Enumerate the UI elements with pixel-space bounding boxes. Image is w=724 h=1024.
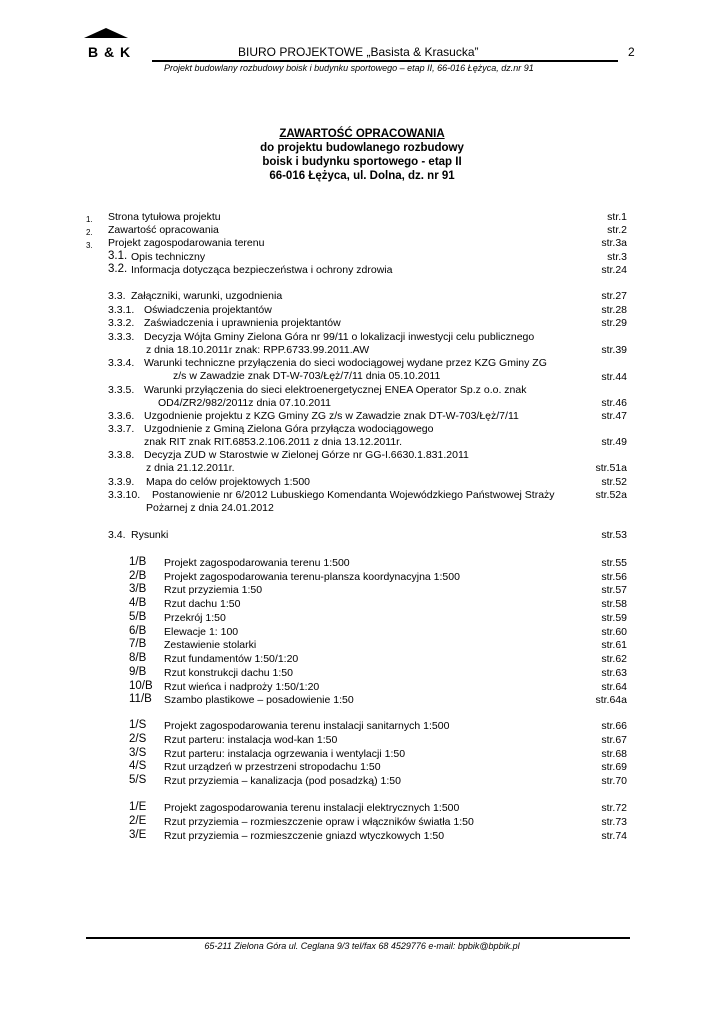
toc-number: 3.3.: [108, 290, 126, 302]
toc-number: 3.3.2.: [108, 317, 135, 329]
drawing-label: Rzut dachu 1:50: [164, 598, 241, 610]
drawing-page: str.55: [601, 557, 627, 569]
drawing-number: 3/E: [129, 829, 147, 841]
toc-label: Uzgodnienie projektu z KZG Gminy ZG z/s w Zawadzie znak DT-W-703/Łęż/7/11: [144, 410, 519, 422]
drawing-label: Rzut konstrukcji dachu 1:50: [164, 667, 293, 679]
drawing-label: Projekt zagospodarowania terenu instalacji elektrycznych 1:500: [164, 802, 460, 814]
drawing-label: Elewacje 1: 100: [164, 626, 239, 638]
toc-number: 3.2.: [108, 263, 128, 275]
drawing-label: Projekt zagospodarowania terenu instalacji sanitarnych 1:500: [164, 720, 450, 732]
drawing-number: 11/B: [129, 693, 152, 705]
toc-page: str.46: [601, 397, 627, 409]
toc-number: 3.3.9.: [108, 476, 135, 488]
toc-label: Warunki techniczne przyłączenia do sieci wodociągowej wydane przez KZG Gminy ZG: [144, 357, 547, 369]
drawing-label: Rzut przyziemia 1:50: [164, 584, 263, 596]
toc-page: str.24: [601, 264, 627, 276]
toc-label: Postanowienie nr 6/2012 Lubuskiego Komendanta Wojewódzkiego Państwowej Straży: [152, 489, 555, 501]
toc-page: str.52a: [595, 489, 627, 501]
toc-number: 3.3.4.: [108, 357, 135, 369]
drawing-label: Rzut urządzeń w przestrzeni stropodachu 1:50: [164, 761, 381, 773]
drawing-number: 4/B: [129, 597, 147, 609]
drawing-number: 2/E: [129, 815, 147, 827]
drawing-label: Zestawienie stolarki: [164, 639, 257, 651]
drawing-page: str.57: [601, 584, 627, 596]
drawing-page: str.69: [601, 761, 627, 773]
header-subtitle: Projekt budowlany rozbudowy boisk i budynku sportowego – etap II, 66-016 Łężyca, dz.nr 91: [164, 63, 534, 73]
drawing-page: str.74: [601, 830, 627, 842]
document-subtitle-2: boisk i budynku sportowego - etap II: [262, 156, 462, 168]
drawing-number: 1/S: [129, 719, 147, 731]
header-divider: [152, 60, 618, 62]
toc-label-continued: z dnia 21.12.2011r.: [146, 462, 235, 474]
drawing-page: str.62: [601, 653, 627, 665]
drawing-page: str.63: [601, 667, 627, 679]
drawing-number: 4/S: [129, 760, 147, 772]
page-number: 2: [628, 45, 635, 59]
drawing-page: str.64a: [595, 694, 627, 706]
toc-label: Decyzja ZUD w Starostwie w Zielonej Górze nr GG-I.6630.1.831.2011: [144, 449, 469, 461]
drawing-number: 6/B: [129, 625, 147, 637]
drawing-page: str.61: [601, 639, 627, 651]
drawing-number: 3/S: [129, 747, 147, 759]
toc-number: 3.: [86, 241, 93, 250]
drawing-label: Rzut parteru: instalacja wod-kan 1:50: [164, 734, 338, 746]
toc-page: str.47: [601, 410, 627, 422]
toc-number: 3.3.8.: [108, 449, 135, 461]
toc-page: str.51a: [595, 462, 627, 474]
drawing-number: 1/E: [129, 801, 147, 813]
drawing-page: str.64: [601, 681, 627, 693]
toc-label: Projekt zagospodarowania terenu: [108, 237, 265, 249]
drawing-label: Projekt zagospodarowania terenu-plansza koordynacyjna 1:500: [164, 571, 460, 583]
drawing-number: 7/B: [129, 638, 147, 650]
footer-divider: [86, 937, 630, 939]
drawing-page: str.66: [601, 720, 627, 732]
toc-label: Zaświadczenia i uprawnienia projektantów: [144, 317, 341, 329]
drawing-page: str.56: [601, 571, 627, 583]
drawing-number: 5/B: [129, 611, 147, 623]
toc-label: Uzgodnienie z Gminą Zielona Góra przyłącza wodociągowego: [144, 423, 434, 435]
drawing-page: str.73: [601, 816, 627, 828]
toc-label-continued: znak RIT znak RIT.6853.2.106.2011 z dnia 13.12.2011r.: [144, 436, 403, 448]
drawing-number: 9/B: [129, 666, 147, 678]
drawing-label: Rzut przyziemia – rozmieszczenie gniazd wtyczkowych 1:50: [164, 830, 445, 842]
toc-page: str.39: [601, 344, 627, 356]
toc-label-continued: Pożarnej z dnia 24.01.2012: [146, 502, 274, 514]
logo-roof-icon: [84, 28, 128, 38]
toc-label: Decyzja Wójta Gminy Zielona Góra nr 99/11 o lokalizacji inwestycji celu publicznego: [144, 331, 535, 343]
toc-number: 3.3.1.: [108, 304, 135, 316]
document-subtitle-1: do projektu budowlanego rozbudowy: [260, 142, 464, 154]
document-subtitle-3: 66-016 Łężyca, ul. Dolna, dz. nr 91: [269, 170, 455, 182]
drawing-page: str.68: [601, 748, 627, 760]
toc-page: str.49: [601, 436, 627, 448]
logo: B & K: [88, 44, 132, 60]
toc-label: Mapa do celów projektowych 1:500: [146, 476, 311, 488]
drawing-page: str.72: [601, 802, 627, 814]
toc-number: 3.3.5.: [108, 384, 135, 396]
toc-number: 1.: [86, 215, 93, 224]
toc-number: 2.: [86, 228, 93, 237]
toc-label: Opis techniczny: [131, 251, 206, 263]
toc-label-continued: z/s w Zawadzie znak DT-W-703/Łęż/7/11 dnia 05.10.2011: [173, 370, 441, 382]
toc-label: Informacja dotycząca bezpieczeństwa i ochrony zdrowia: [131, 264, 393, 276]
toc-label: Załączniki, warunki, uzgodnienia: [131, 290, 283, 302]
office-name: BIURO PROJEKTOWE „Basista & Krasucka”: [238, 45, 479, 59]
drawing-page: str.60: [601, 626, 627, 638]
drawing-number: 5/S: [129, 774, 147, 786]
toc-label: Oświadczenia projektantów: [144, 304, 272, 316]
toc-number: 3.3.3.: [108, 331, 135, 343]
toc-page: str.3: [607, 251, 627, 263]
drawing-label: Przekrój 1:50: [164, 612, 226, 624]
drawing-page: str.67: [601, 734, 627, 746]
toc-page: str.44: [601, 371, 627, 383]
toc-label: Rysunki: [131, 529, 169, 541]
toc-page: str.27: [601, 290, 627, 302]
drawing-label: Rzut przyziemia – rozmieszczenie opraw i włączników światła 1:50: [164, 816, 474, 828]
toc-number: 3.3.7.: [108, 423, 135, 435]
toc-label: Strona tytułowa projektu: [108, 211, 221, 223]
toc-page: str.1: [607, 211, 627, 223]
toc-label: Warunki przyłączenia do sieci elektroenergetycznej ENEA Operator Sp.z o.o. znak: [144, 384, 527, 396]
drawing-label: Projekt zagospodarowania terenu 1:500: [164, 557, 350, 569]
toc-number: 3.3.6.: [108, 410, 135, 422]
drawing-number: 3/B: [129, 583, 147, 595]
drawing-page: str.59: [601, 612, 627, 624]
drawing-label: Rzut fundamentów 1:50/1:20: [164, 653, 299, 665]
document-heading: ZAWARTOŚĆ OPRACOWANIA: [279, 128, 445, 140]
toc-page: str.2: [607, 224, 627, 236]
drawing-page: str.70: [601, 775, 627, 787]
toc-page: str.52: [601, 476, 627, 488]
drawing-label: Szambo plastikowe – posadowienie 1:50: [164, 694, 354, 706]
drawing-label: Rzut parteru: instalacja ogrzewania i wentylacji 1:50: [164, 748, 406, 760]
toc-number: 3.4.: [108, 529, 126, 541]
toc-page: str.3a: [601, 237, 627, 249]
toc-number: 3.1.: [108, 250, 128, 262]
drawing-number: 2/S: [129, 733, 147, 745]
drawing-number: 1/B: [129, 556, 147, 568]
drawing-label: Rzut przyziemia – kanalizacja (pod posadzką) 1:50: [164, 775, 401, 787]
drawing-number: 8/B: [129, 652, 147, 664]
toc-label: Zawartość opracowania: [108, 224, 219, 236]
toc-page: str.29: [601, 317, 627, 329]
toc-number: 3.3.10.: [108, 489, 141, 501]
toc-page: str.53: [601, 529, 627, 541]
toc-label-continued: z dnia 18.10.2011r znak: RPP.6733.99.2011.AW: [146, 344, 370, 356]
drawing-number: 2/B: [129, 570, 147, 582]
drawing-label: Rzut wieńca i nadproży 1:50/1:20: [164, 681, 320, 693]
toc-label-continued: OD4/ZR2/982/2011z dnia 07.10.2011: [158, 397, 331, 409]
toc-page: str.28: [601, 304, 627, 316]
footer-contact: 65-211 Zielona Góra ul. Ceglana 9/3 tel/fax 68 4529776 e-mail: bpbik@bpbik.pl: [204, 941, 520, 951]
drawing-page: str.58: [601, 598, 627, 610]
drawing-number: 10/B: [129, 680, 153, 692]
